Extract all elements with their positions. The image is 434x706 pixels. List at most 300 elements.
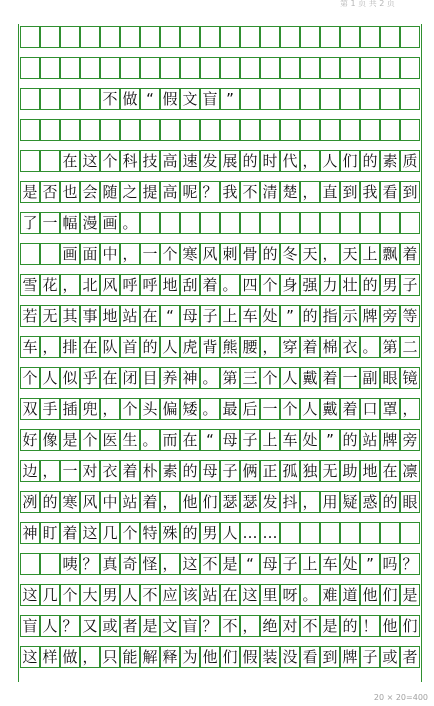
grid-cell bbox=[280, 615, 300, 637]
grid-cell bbox=[80, 398, 100, 420]
grid-cell bbox=[320, 181, 340, 203]
cell-char: 质 bbox=[402, 152, 418, 170]
grid-cell bbox=[300, 274, 320, 296]
cell-char: 。 bbox=[362, 338, 378, 356]
cell-char: 们 bbox=[222, 648, 238, 666]
cell-char: 人 bbox=[302, 400, 318, 418]
grid-cell bbox=[220, 305, 240, 327]
grid-cell bbox=[260, 584, 280, 606]
cell-char: 他 bbox=[382, 617, 398, 635]
cell-char: 用 bbox=[322, 493, 338, 511]
grid-cell bbox=[120, 119, 140, 141]
cell-char: 的 bbox=[342, 431, 358, 449]
cell-char: ， bbox=[242, 617, 258, 635]
cell-char: 处 bbox=[302, 431, 318, 449]
cell-char: 素 bbox=[162, 462, 178, 480]
cell-char: 是 bbox=[142, 617, 158, 635]
cell-char: 医 bbox=[102, 431, 118, 449]
grid-cell bbox=[240, 88, 260, 110]
cell-char: 牌 bbox=[342, 648, 358, 666]
grid-cell bbox=[380, 88, 400, 110]
cell-char: 兜 bbox=[82, 400, 98, 418]
cell-char: 我 bbox=[222, 183, 238, 201]
grid-cell bbox=[20, 243, 40, 265]
cell-char: 子 bbox=[242, 431, 258, 449]
grid-cell bbox=[320, 274, 340, 296]
cell-char: 插 bbox=[62, 400, 78, 418]
grid-cell bbox=[100, 553, 120, 575]
grid-cell bbox=[160, 212, 180, 234]
grid-cell bbox=[380, 491, 400, 513]
grid-cell bbox=[300, 305, 320, 327]
grid-cell bbox=[160, 181, 180, 203]
cell-char: 人 bbox=[162, 338, 178, 356]
cell-char: 的 bbox=[362, 276, 378, 294]
grid-cell bbox=[360, 522, 380, 544]
cell-char: 只 bbox=[102, 648, 118, 666]
cell-char: 他 bbox=[362, 586, 378, 604]
grid-row bbox=[20, 460, 420, 482]
cell-char: 子 bbox=[282, 555, 298, 573]
grid-cell bbox=[260, 553, 280, 575]
grid-cell bbox=[400, 305, 420, 327]
cell-char: 人 bbox=[42, 617, 58, 635]
cell-char: 手 bbox=[42, 400, 58, 418]
grid-cell bbox=[260, 181, 280, 203]
grid-cell bbox=[20, 398, 40, 420]
cell-char: 的 bbox=[302, 307, 318, 325]
grid-cell bbox=[140, 584, 160, 606]
grid-row bbox=[20, 212, 420, 234]
cell-char: 无 bbox=[42, 307, 58, 325]
cell-char: 这 bbox=[22, 648, 38, 666]
grid-cell bbox=[340, 553, 360, 575]
grid-cell bbox=[260, 491, 280, 513]
grid-cell bbox=[180, 243, 200, 265]
grid-cell bbox=[360, 584, 380, 606]
cell-char: 虎 bbox=[182, 338, 198, 356]
cell-char: 没 bbox=[282, 648, 298, 666]
grid-cell bbox=[280, 491, 300, 513]
grid-cell bbox=[300, 150, 320, 172]
grid-cell bbox=[240, 305, 260, 327]
cell-char: 处 bbox=[342, 555, 358, 573]
grid-cell bbox=[260, 367, 280, 389]
cell-char: 无 bbox=[322, 462, 338, 480]
cell-char: 骨 bbox=[242, 245, 258, 263]
grid-cell bbox=[340, 646, 360, 668]
cell-char: 一 bbox=[142, 245, 158, 263]
cell-char: 着 bbox=[142, 493, 158, 511]
grid-cell bbox=[220, 646, 240, 668]
grid-cell bbox=[400, 584, 420, 606]
cell-char: 上 bbox=[302, 555, 318, 573]
grid-cell bbox=[380, 584, 400, 606]
grid-cell bbox=[240, 57, 260, 79]
grid-cell bbox=[160, 646, 180, 668]
grid-cell bbox=[140, 119, 160, 141]
cell-char: ， bbox=[82, 648, 98, 666]
grid-cell bbox=[340, 615, 360, 637]
grid-cell bbox=[340, 367, 360, 389]
grid-cell bbox=[100, 305, 120, 327]
cell-char: 者 bbox=[402, 648, 418, 666]
cell-char: 子 bbox=[362, 648, 378, 666]
grid-cell bbox=[400, 88, 420, 110]
grid-cell bbox=[320, 305, 340, 327]
grid-cell bbox=[60, 26, 80, 48]
grid-cell bbox=[100, 646, 120, 668]
grid-cell bbox=[140, 26, 160, 48]
grid-cell bbox=[240, 243, 260, 265]
grid-cell bbox=[40, 88, 60, 110]
grid-cell bbox=[20, 522, 40, 544]
grid-cell bbox=[180, 212, 200, 234]
cell-char: 是 bbox=[62, 431, 78, 449]
grid-cell bbox=[280, 460, 300, 482]
grid-cell bbox=[20, 336, 40, 358]
grid-cell bbox=[120, 367, 140, 389]
grid-cell bbox=[380, 26, 400, 48]
grid-cell bbox=[380, 553, 400, 575]
grid-cell bbox=[200, 57, 220, 79]
cell-char: ” bbox=[366, 555, 374, 573]
cell-char: 一 bbox=[262, 400, 278, 418]
grid-cell bbox=[160, 119, 180, 141]
grid-cell bbox=[80, 460, 100, 482]
grid-row bbox=[20, 88, 420, 110]
grid-cell bbox=[20, 367, 40, 389]
grid-cell bbox=[260, 646, 280, 668]
grid-cell bbox=[80, 553, 100, 575]
grid-cell bbox=[260, 336, 280, 358]
grid-cell bbox=[40, 243, 60, 265]
grid-cell bbox=[320, 367, 340, 389]
grid-cell bbox=[120, 646, 140, 668]
cell-char: 着 bbox=[322, 369, 338, 387]
grid-cell bbox=[180, 429, 200, 451]
cell-char: 对 bbox=[82, 462, 98, 480]
grid-cell bbox=[220, 26, 240, 48]
cell-char: 里 bbox=[262, 586, 278, 604]
cell-char: 四 bbox=[242, 276, 258, 294]
cell-char: 直 bbox=[322, 183, 338, 201]
grid-cell bbox=[100, 429, 120, 451]
cell-char: 的 bbox=[342, 617, 358, 635]
grid-cell bbox=[260, 88, 280, 110]
grid-cell bbox=[40, 336, 60, 358]
cell-char: 。 bbox=[302, 586, 318, 604]
cell-char: 似 bbox=[62, 369, 78, 387]
cell-char: 目 bbox=[142, 369, 158, 387]
cell-char: 盲 bbox=[22, 617, 38, 635]
cell-char: 车 bbox=[22, 338, 38, 356]
grid-cell bbox=[260, 26, 280, 48]
grid-cell bbox=[220, 119, 240, 141]
grid-cell bbox=[360, 305, 380, 327]
grid-cell bbox=[260, 429, 280, 451]
grid-cell bbox=[300, 584, 320, 606]
grid-cell bbox=[120, 429, 140, 451]
cell-char: 站 bbox=[122, 493, 138, 511]
grid-cell bbox=[180, 553, 200, 575]
grid-cell bbox=[320, 212, 340, 234]
grid-cell bbox=[340, 88, 360, 110]
grid-cell bbox=[40, 615, 60, 637]
grid-cell bbox=[200, 367, 220, 389]
grid-cell bbox=[160, 57, 180, 79]
cell-char: 他 bbox=[202, 648, 218, 666]
cell-char: 假 bbox=[242, 648, 258, 666]
grid-cell bbox=[120, 181, 140, 203]
cell-char: 不 bbox=[302, 617, 318, 635]
cell-char: 的 bbox=[362, 152, 378, 170]
grid-cell bbox=[120, 615, 140, 637]
cell-char: 飘 bbox=[382, 245, 398, 263]
cell-char: 技 bbox=[142, 152, 158, 170]
grid-cell bbox=[120, 522, 140, 544]
grid-cell bbox=[200, 398, 220, 420]
grid-cell bbox=[60, 615, 80, 637]
grid-cell bbox=[380, 336, 400, 358]
grid-row bbox=[20, 336, 420, 358]
grid-row bbox=[20, 553, 420, 575]
cell-char: ， bbox=[162, 493, 178, 511]
grid-cell bbox=[160, 336, 180, 358]
grid-cell bbox=[140, 429, 160, 451]
grid-cell bbox=[160, 150, 180, 172]
cell-char: 呼 bbox=[122, 276, 138, 294]
cell-char: 双 bbox=[22, 400, 38, 418]
grid-cell bbox=[20, 88, 40, 110]
grid-cell bbox=[380, 460, 400, 482]
cell-char: 衣 bbox=[102, 462, 118, 480]
cell-char: 吗 bbox=[382, 555, 398, 573]
cell-char: 一 bbox=[42, 214, 58, 232]
grid-cell bbox=[180, 584, 200, 606]
cell-char: 副 bbox=[362, 369, 378, 387]
grid-cell bbox=[380, 398, 400, 420]
cell-char: 展 bbox=[222, 152, 238, 170]
cell-char: 幅 bbox=[62, 214, 78, 232]
grid-row bbox=[20, 26, 420, 48]
grid-cell bbox=[80, 57, 100, 79]
grid-cell bbox=[100, 522, 120, 544]
cell-char: 个 bbox=[62, 586, 78, 604]
grid-cell bbox=[60, 274, 80, 296]
grid-cell bbox=[60, 150, 80, 172]
cell-char: 是 bbox=[222, 555, 238, 573]
grid-cell bbox=[20, 584, 40, 606]
grid-cell bbox=[180, 615, 200, 637]
cell-char: 看 bbox=[302, 648, 318, 666]
grid-row bbox=[20, 150, 420, 172]
cell-char: 人 bbox=[222, 524, 238, 542]
cell-char: 咦 bbox=[62, 555, 78, 573]
grid-cell bbox=[100, 243, 120, 265]
cell-char: 眼 bbox=[402, 493, 418, 511]
cell-char: 雪 bbox=[22, 276, 38, 294]
grid-cell bbox=[120, 150, 140, 172]
grid-cell bbox=[160, 398, 180, 420]
cell-char: 盲 bbox=[202, 90, 218, 108]
grid-cell bbox=[400, 429, 420, 451]
grid-cell bbox=[80, 243, 100, 265]
grid-cell bbox=[360, 57, 380, 79]
grid-cell bbox=[200, 274, 220, 296]
grid-row bbox=[20, 274, 420, 296]
grid-cell bbox=[40, 522, 60, 544]
grid-cell bbox=[120, 274, 140, 296]
cell-char: 天 bbox=[302, 245, 318, 263]
grid-cell bbox=[280, 57, 300, 79]
cell-char: 几 bbox=[42, 586, 58, 604]
grid-cell bbox=[40, 429, 60, 451]
cell-char: 提 bbox=[142, 183, 158, 201]
grid-cell bbox=[80, 367, 100, 389]
grid-row bbox=[20, 491, 420, 513]
grid-cell bbox=[60, 429, 80, 451]
cell-char: 不 bbox=[242, 183, 258, 201]
cell-char: 在 bbox=[142, 307, 158, 325]
grid-cell bbox=[20, 212, 40, 234]
cell-char: 冬 bbox=[282, 245, 298, 263]
grid-cell bbox=[220, 150, 240, 172]
cell-char: 是 bbox=[22, 183, 38, 201]
grid-cell bbox=[60, 305, 80, 327]
cell-char: 不 bbox=[202, 555, 218, 573]
cell-char: 花 bbox=[42, 276, 58, 294]
cell-char: 着 bbox=[62, 524, 78, 542]
grid-cell bbox=[120, 584, 140, 606]
grid-cell bbox=[360, 26, 380, 48]
cell-char: 的 bbox=[182, 462, 198, 480]
grid-cell bbox=[40, 181, 60, 203]
cell-char: 力 bbox=[322, 276, 338, 294]
grid-cell bbox=[100, 57, 120, 79]
cell-char: 的 bbox=[42, 493, 58, 511]
cell-char: 漫 bbox=[82, 214, 98, 232]
cell-char: … bbox=[242, 524, 258, 542]
grid-cell bbox=[240, 615, 260, 637]
grid-cell bbox=[280, 119, 300, 141]
cell-char: 天 bbox=[342, 245, 358, 263]
grid-cell bbox=[340, 398, 360, 420]
cell-char: 的 bbox=[182, 524, 198, 542]
cell-char: 处 bbox=[262, 307, 278, 325]
manuscript-grid bbox=[20, 26, 420, 680]
cell-char: ， bbox=[302, 152, 318, 170]
cell-char: 在 bbox=[82, 338, 98, 356]
cell-char: 独 bbox=[302, 462, 318, 480]
grid-cell bbox=[360, 646, 380, 668]
grid-cell bbox=[360, 367, 380, 389]
grid-cell bbox=[320, 646, 340, 668]
cell-char: 一 bbox=[342, 369, 358, 387]
grid-cell bbox=[180, 274, 200, 296]
grid-cell bbox=[360, 119, 380, 141]
grid-cell bbox=[240, 336, 260, 358]
grid-cell bbox=[240, 26, 260, 48]
cell-char: 地 bbox=[102, 307, 118, 325]
cell-char: 画 bbox=[62, 245, 78, 263]
cell-char: 瑟 bbox=[222, 493, 238, 511]
cell-char: 应 bbox=[162, 586, 178, 604]
grid-cell bbox=[80, 181, 100, 203]
grid-cell bbox=[180, 181, 200, 203]
grid-cell bbox=[400, 57, 420, 79]
grid-cell bbox=[380, 57, 400, 79]
grid-cell bbox=[380, 522, 400, 544]
grid-cell bbox=[40, 460, 60, 482]
cell-char: 腰 bbox=[242, 338, 258, 356]
cell-char: 北 bbox=[82, 276, 98, 294]
cell-char: 的 bbox=[382, 493, 398, 511]
cell-char: 不 bbox=[222, 617, 238, 635]
grid-cell bbox=[220, 88, 240, 110]
cell-char: 为 bbox=[182, 648, 198, 666]
cell-char: ” bbox=[226, 90, 234, 108]
grid-row bbox=[20, 522, 420, 544]
grid-cell bbox=[60, 460, 80, 482]
cell-char: 首 bbox=[122, 338, 138, 356]
cell-char: 。 bbox=[202, 369, 218, 387]
grid-cell bbox=[100, 212, 120, 234]
grid-cell bbox=[400, 398, 420, 420]
grid-cell bbox=[160, 243, 180, 265]
cell-char: 寒 bbox=[182, 245, 198, 263]
grid-cell bbox=[320, 336, 340, 358]
grid-cell bbox=[120, 460, 140, 482]
cell-char: 到 bbox=[402, 183, 418, 201]
grid-cell bbox=[20, 615, 40, 637]
cell-char: 呀 bbox=[282, 586, 298, 604]
grid-cell bbox=[320, 243, 340, 265]
grid-cell bbox=[300, 615, 320, 637]
cell-char: 后 bbox=[242, 400, 258, 418]
grid-cell bbox=[340, 429, 360, 451]
grid-cell bbox=[100, 460, 120, 482]
grid-cell bbox=[320, 584, 340, 606]
cell-char: 人 bbox=[282, 369, 298, 387]
grid-cell bbox=[220, 57, 240, 79]
cell-char: 盲 bbox=[182, 617, 198, 635]
grid-cell bbox=[220, 553, 240, 575]
grid-cell bbox=[340, 491, 360, 513]
cell-char: 是 bbox=[322, 617, 338, 635]
grid-cell bbox=[140, 336, 160, 358]
grid-row bbox=[20, 181, 420, 203]
grid-cell bbox=[240, 460, 260, 482]
cell-char: 抖 bbox=[282, 493, 298, 511]
cell-char: 熊 bbox=[222, 338, 238, 356]
cell-char: 。 bbox=[122, 214, 138, 232]
grid-cell bbox=[100, 274, 120, 296]
cell-char: 道 bbox=[342, 586, 358, 604]
cell-char: 母 bbox=[182, 307, 198, 325]
grid-cell bbox=[80, 305, 100, 327]
grid-cell bbox=[160, 26, 180, 48]
cell-char: 地 bbox=[362, 462, 378, 480]
grid-cell bbox=[360, 336, 380, 358]
page-header: 第 1 页 共 2 页 bbox=[340, 0, 395, 8]
grid-cell bbox=[60, 212, 80, 234]
grid-cell bbox=[280, 398, 300, 420]
grid-cell bbox=[280, 553, 300, 575]
grid-row bbox=[20, 584, 420, 606]
grid-cell bbox=[340, 243, 360, 265]
grid-cell bbox=[300, 367, 320, 389]
